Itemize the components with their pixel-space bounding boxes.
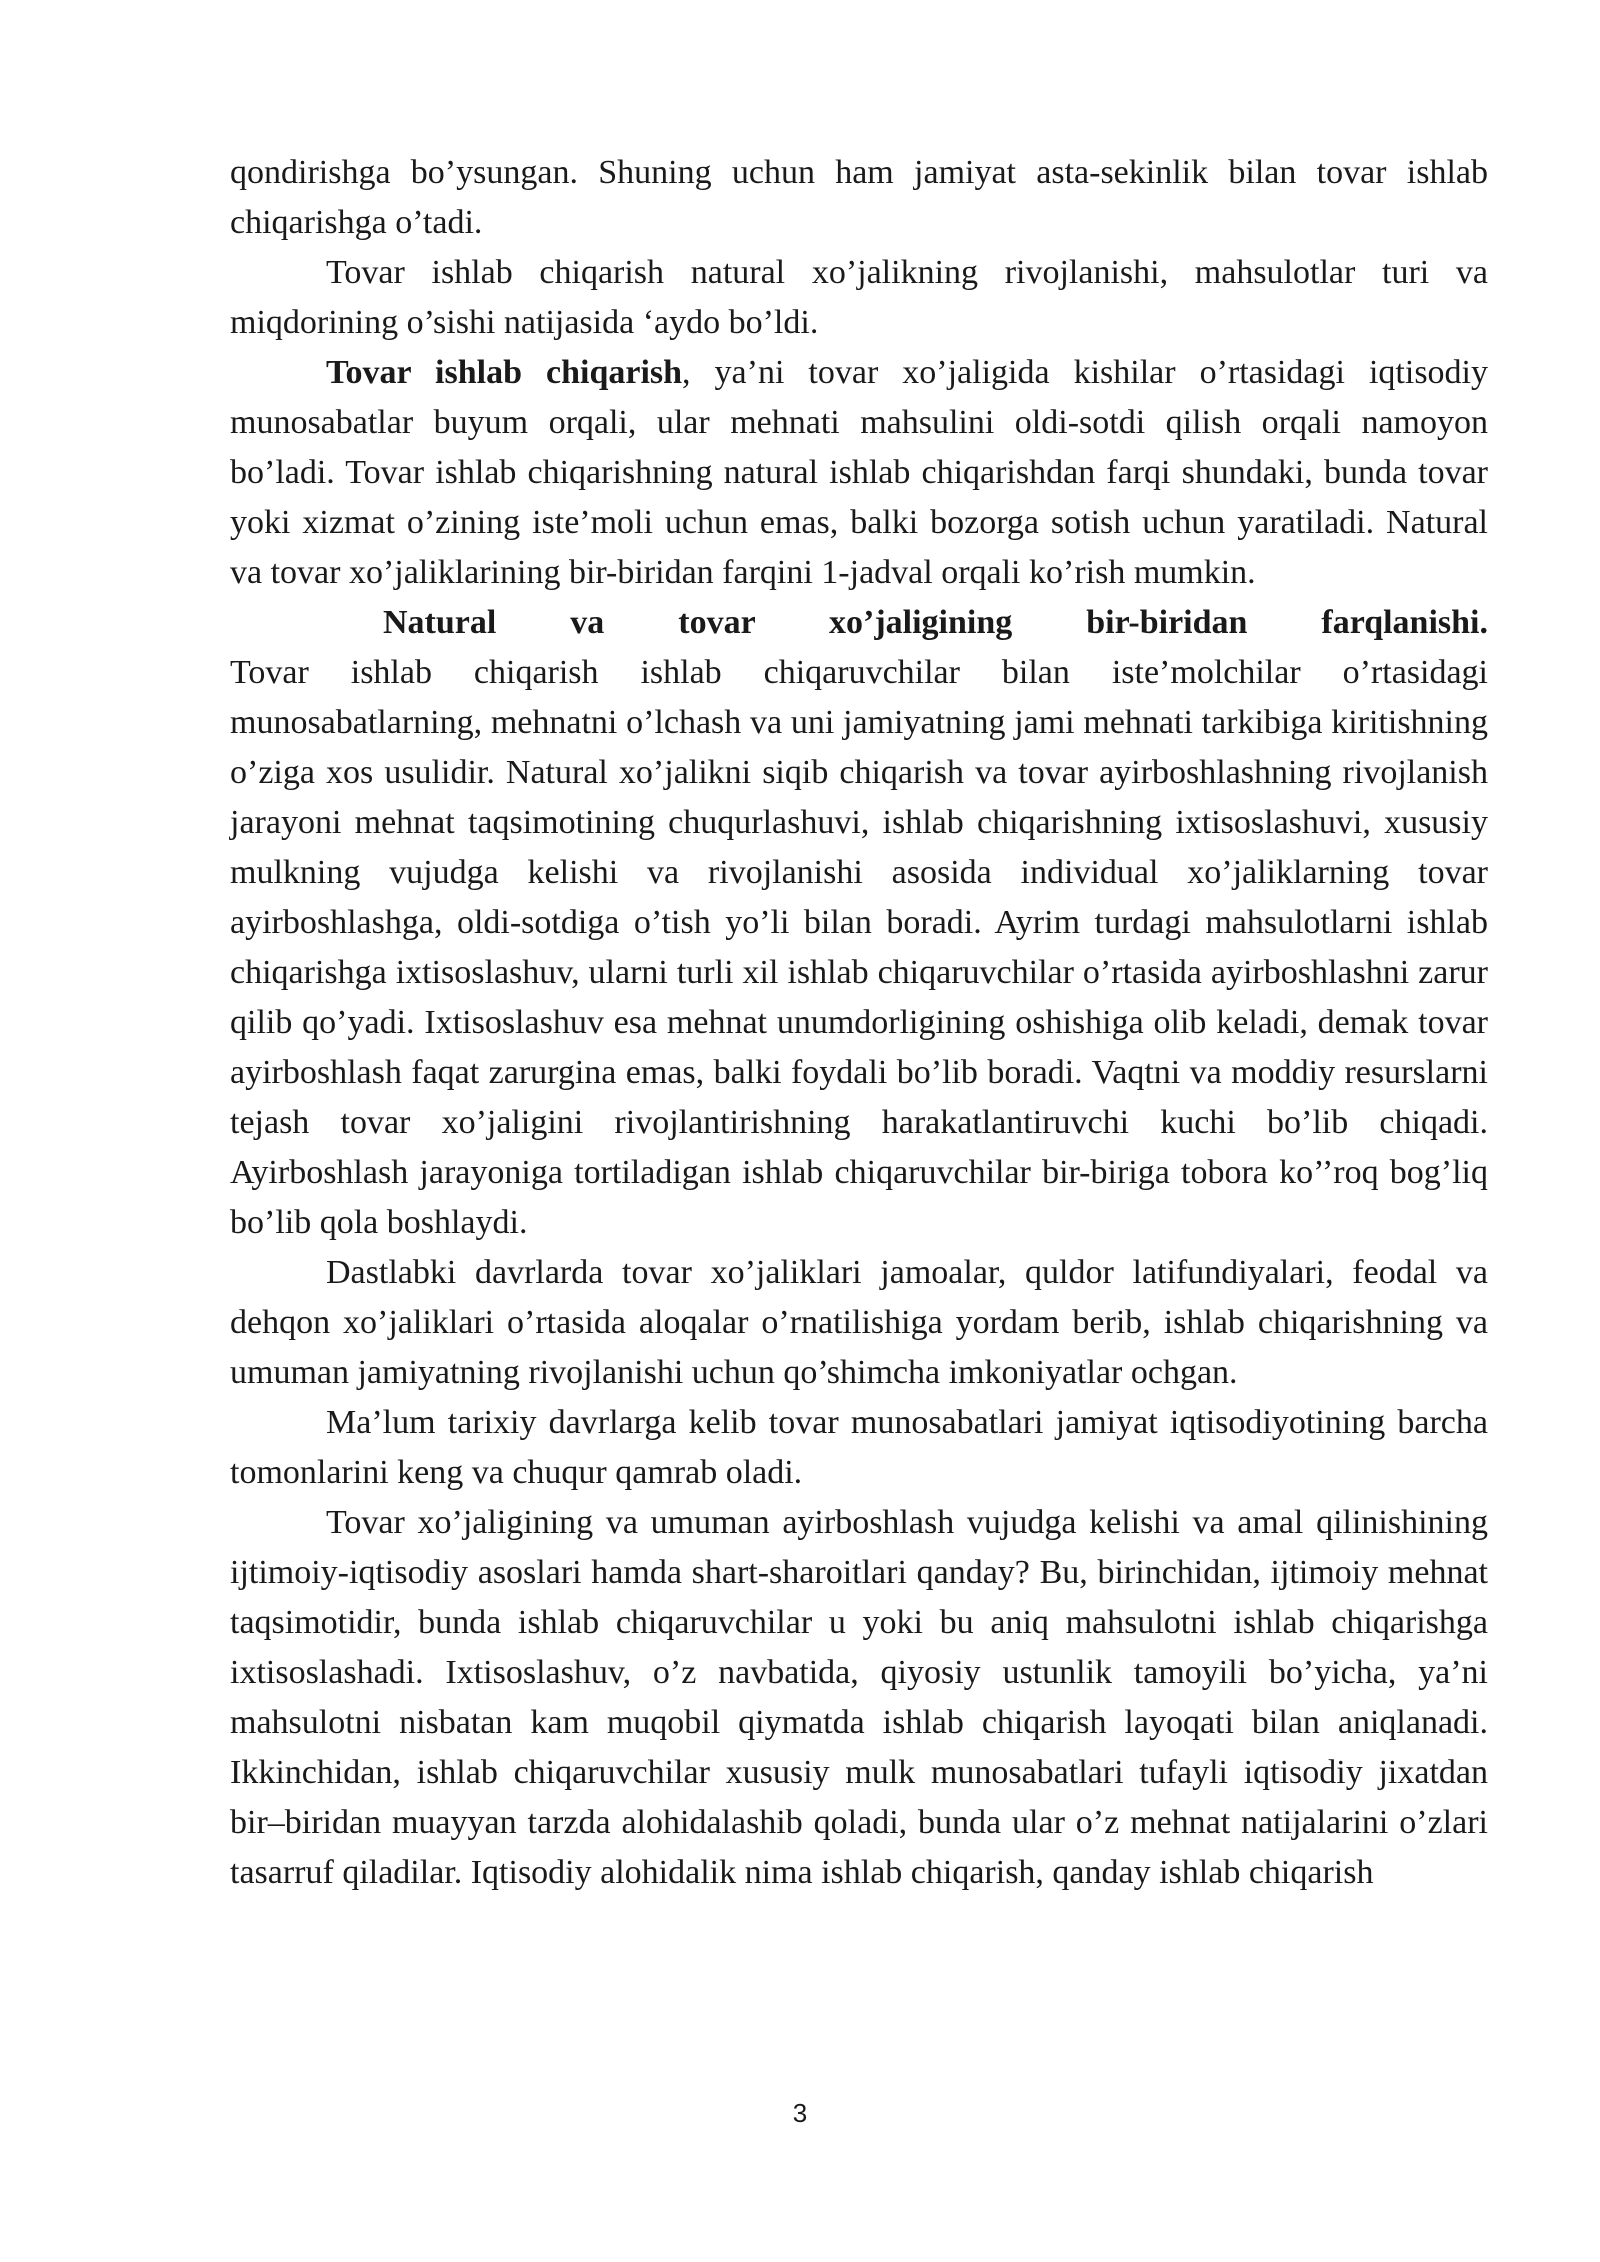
- paragraph-4: Tovar ishlab chiqarish ishlab chiqaruvchilar bilan iste’molchilar o’rtasidagi munosabatlarning, mehnatni o’lchash va uni jamiyatning jami mehnati tarkibiga kiritishning o’ziga xos usulidir. Natural xo’jalikni siqib chiqarish va tovar ayirboshlashning rivojlanish jarayoni mehnat taqsimotining chuqurlashuvi, ishlab chiqarishning ixtisoslashuvi, xususiy mulkning vujudga kelishi va rivojlanishi asosida individual xo’jaliklarning tovar ayirboshlashga, oldi-sotdiga o’tish yo’li bilan boradi. Ayrim turdagi mahsulotlarni ishlab chiqarishga ixtisoslashuv, ularni turli xil ishlab chiqaruvchilar o’rtasida ayirboshlashni zarur qilib qo’yadi. Ixtisoslashuv esa mehnat unumdorligining oshishiga olib keladi, demak tovar ayirboshlash faqat zarurgina emas, balki foydali bo’lib boradi. Vaqtni va moddiy resurslarni tejash tovar xo’jaligini rivojlantirishning harakatlantiruvchi kuchi bo’lib chiqadi. Ayirboshlash jarayoniga tortiladigan ishlab chiqaruvchilar bir-biriga tobora ko’’roq bog’liq bo’lib qola boshlaydi.: [230, 654, 1488, 1241]
- paragraph-2: Tovar ishlab chiqarish natural xo’jalikning rivojlanishi, mahsulotlar turi va miqdorining o’sishi natijasida ‘aydo bo’ldi.: [230, 254, 1488, 341]
- page-number: 3: [792, 2098, 808, 2128]
- paragraph-3-body: , ya’ni tovar xo’jaligida kishilar o’rtasidagi iqtisodiy munosabatlar buyum orqali, ular mehnati mahsulini oldi-sotdi qilish orqali namoyon bo’ladi. Tovar ishlab chiqarishning natural ishlab chiqarishdan farqi shundaki, bunda tovar yoki xizmat o’zining iste’moli uchun emas, balki bozorga sotish uchun yaratiladi. Natural va tovar xo’jaliklarining bir-biridan farqini 1-jadval orqali ko’rish mumkin.: [230, 354, 1488, 591]
- document-page: [230, 148, 1488, 1898]
- paragraph-6: Ma’lum tarixiy davrlarga kelib tovar munosabatlari jamiyat iqtisodiyotining barcha tomonlarini keng va chuqur qamrab oladi.: [230, 1404, 1488, 1491]
- paragraph-3: [230, 348, 1488, 598]
- paragraph-7: Tovar xo’jaligining va umuman ayirboshlash vujudga kelishi va amal qilinishining ijtimoiy-iqtisodiy asoslari hamda shart-sharoitlari qanday? Bu, birinchidan, ijtimoiy mehnat taqsimotidir, bunda ishlab chiqaruvchilar u yoki bu aniq mahsulotni ishlab chiqarishga ixtisoslashadi. Ixtisoslashuv, o’z navbatida, qiyosiy ustunlik tamoyili bo’yicha, ya’ni mahsulotni nisbatan kam muqobil qiymatda ishlab chiqarish layoqati bilan aniqlanadi. Ikkinchidan, ishlab chiqaruvchilar xususiy mulk munosabatlari tufayli iqtisodiy jixatdan bir–biridan muayyan tarzda alohidalashib qoladi, bunda ular o’z mehnat natijalarini o’zlari tasarruf qiladilar. Iqtisodiy alohidalik nima ishlab chiqarish, qanday ishlab chiqarish: [230, 1504, 1488, 1891]
- paragraph-5: Dastlabki davrlarda tovar xo’jaliklari jamoalar, quldor latifundiyalari, feodal va dehqon xo’jaliklari o’rtasida aloqalar o’rnatilishiga yordam berib, ishlab chiqarishning va umuman jamiyatning rivojlanishi uchun qo’shimcha imkoniyatlar ochgan.: [230, 1254, 1488, 1391]
- bold-term: Tovar ishlab chiqarish: [326, 354, 683, 391]
- section-heading: Natural va tovar xo’jaligining bir-biridan farqlanishi.: [383, 604, 1488, 641]
- paragraph-1: qondirishga bo’ysungan. Shuning uchun ham jamiyat asta-sekinlik bilan tovar ishlab chiqarishga o’tadi.: [230, 154, 1488, 241]
